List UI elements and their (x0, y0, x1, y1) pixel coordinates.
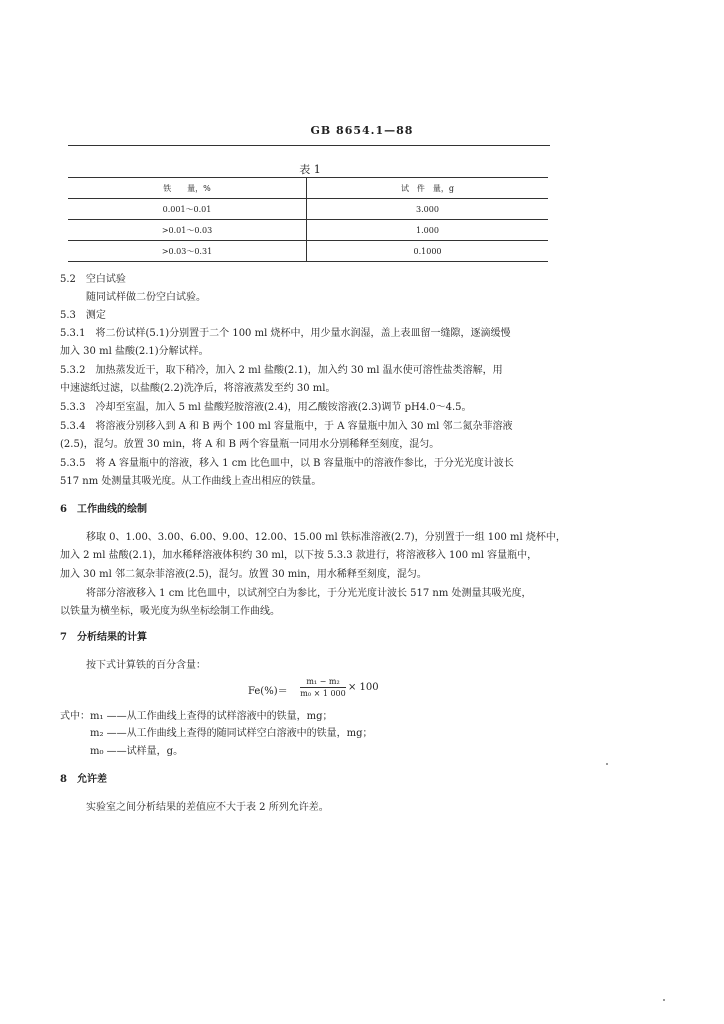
paragraph-line: 按下式计算铁的百分含量： (86, 660, 206, 671)
scan-speck (663, 999, 665, 1001)
standard-code-header: GB 8654.1—88 (310, 124, 414, 137)
paragraph-line: 加入 30 ml 盐酸(2.1)分解试样。 (60, 346, 209, 357)
table-row (68, 199, 548, 220)
table-cell: >0.01～0.03 (68, 220, 307, 241)
formula-numerator: m₁ − m₂ (300, 676, 346, 688)
scan-speck (606, 763, 608, 765)
formula-lhs: Fe(%)＝ (248, 686, 288, 697)
paragraph-line: 加入 2 ml 盐酸(2.1)，加水稀释溶液体积约 30 ml，以下按 5.3.3 款进行，将溶液移入 100 ml 容量瓶中， (60, 550, 538, 561)
section-heading-5-3: 5.3 测定 (60, 310, 106, 321)
formula-fraction (300, 676, 346, 699)
table-cell: >0.03～0.31 (68, 241, 307, 262)
header-rule (68, 145, 550, 146)
paragraph-line: 5.3.1 将二份试样(5.1)分别置于二个 100 ml 烧杯中，用少量水润湿，盖上表皿留一缝隙，逐滴缓慢 (60, 328, 511, 339)
paragraph-line: 以铁量为横坐标，吸光度为纵坐标绘制工作曲线。 (60, 606, 280, 617)
table-title: 表 1 (299, 163, 321, 176)
table-cell: 0.1000 (307, 241, 549, 262)
paragraph-line: 中速滤纸过滤，以盐酸(2.2)洗净后，将溶液蒸发至约 30 ml。 (60, 383, 336, 394)
paragraph-line: 实验室之间分析结果的差值应不大于表 2 所列允许差。 (86, 802, 329, 813)
formula-rhs: × 100 (348, 682, 379, 693)
section-heading-5-2: 5.2 空白试验 (60, 274, 126, 285)
table-header-iron-content: 铁 量，% (68, 178, 307, 199)
paragraph-line: 517 nm 处测量其吸光度。从工作曲线上查出相应的铁量。 (60, 476, 322, 487)
paragraph-line: (2.5)，混匀。放置 30 min，将 A 和 B 两个容量瓶一同用水分别稀释至刻度，混匀。 (60, 439, 440, 450)
variable-definition: m₀ ——试样量，g。 (90, 746, 184, 757)
paragraph-line: 5.3.4 将溶液分别移入到 A 和 B 两个 100 ml 容量瓶中，于 A 容量瓶中加入 30 ml 邻二氮杂菲溶液 (60, 421, 513, 432)
paragraph-line: 移取 0、1.00、3.00、6.00、9.00、12.00、15.00 ml 铁标准溶液(2.7)，分别置于一组 100 ml 烧杯中， (86, 532, 566, 543)
variable-definition: 式中：m₁ ——从工作曲线上查得的试样溶液中的铁量，mg； (60, 711, 333, 722)
table-cell: 3.000 (307, 199, 549, 220)
table-cell: 0.001～0.01 (68, 199, 307, 220)
table-row (68, 241, 548, 262)
paragraph-line: 5.3.5 将 A 容量瓶中的溶液，移入 1 cm 比色皿中，以 B 容量瓶中的溶液作参比，于分光光度计波长 (60, 458, 514, 469)
variable-definition: m₂ ——从工作曲线上查得的随同试样空白溶液中的铁量，mg； (90, 728, 373, 739)
section-heading-6: 6 工作曲线的绘制 (60, 504, 147, 515)
paragraph-line: 将部分溶液移入 1 cm 比色皿中，以试剂空白为参比，于分光光度计波长 517 nm 处测量其吸光度， (86, 588, 532, 599)
table-header-row (68, 178, 548, 199)
paragraph-line: 5.3.3 冷却至室温，加入 5 ml 盐酸羟胺溶液(2.4)，用乙酸铵溶液(2.3)调节 pH4.0～4.5。 (60, 402, 472, 413)
table-row (68, 220, 548, 241)
paragraph-line: 加入 30 ml 邻二氮杂菲溶液(2.5)，混匀。放置 30 min，用水稀释至刻度，混匀。 (60, 569, 427, 580)
section-heading-7: 7 分析结果的计算 (60, 632, 147, 643)
table-cell: 1.000 (307, 220, 549, 241)
table-header-sample-mass: 试 件 量，g (307, 178, 549, 199)
paragraph-line: 5.3.2 加热蒸发近干，取下稍冷，加入 2 ml 盐酸(2.1)，加入约 30 ml 温水使可溶性盐类溶解，用 (60, 365, 503, 376)
formula-denominator: m₀ × 1 000 (300, 689, 346, 698)
paragraph-line: 随同试样做二份空白试验。 (86, 292, 206, 303)
section-heading-8: 8 允许差 (60, 774, 107, 785)
table-1 (68, 177, 548, 262)
